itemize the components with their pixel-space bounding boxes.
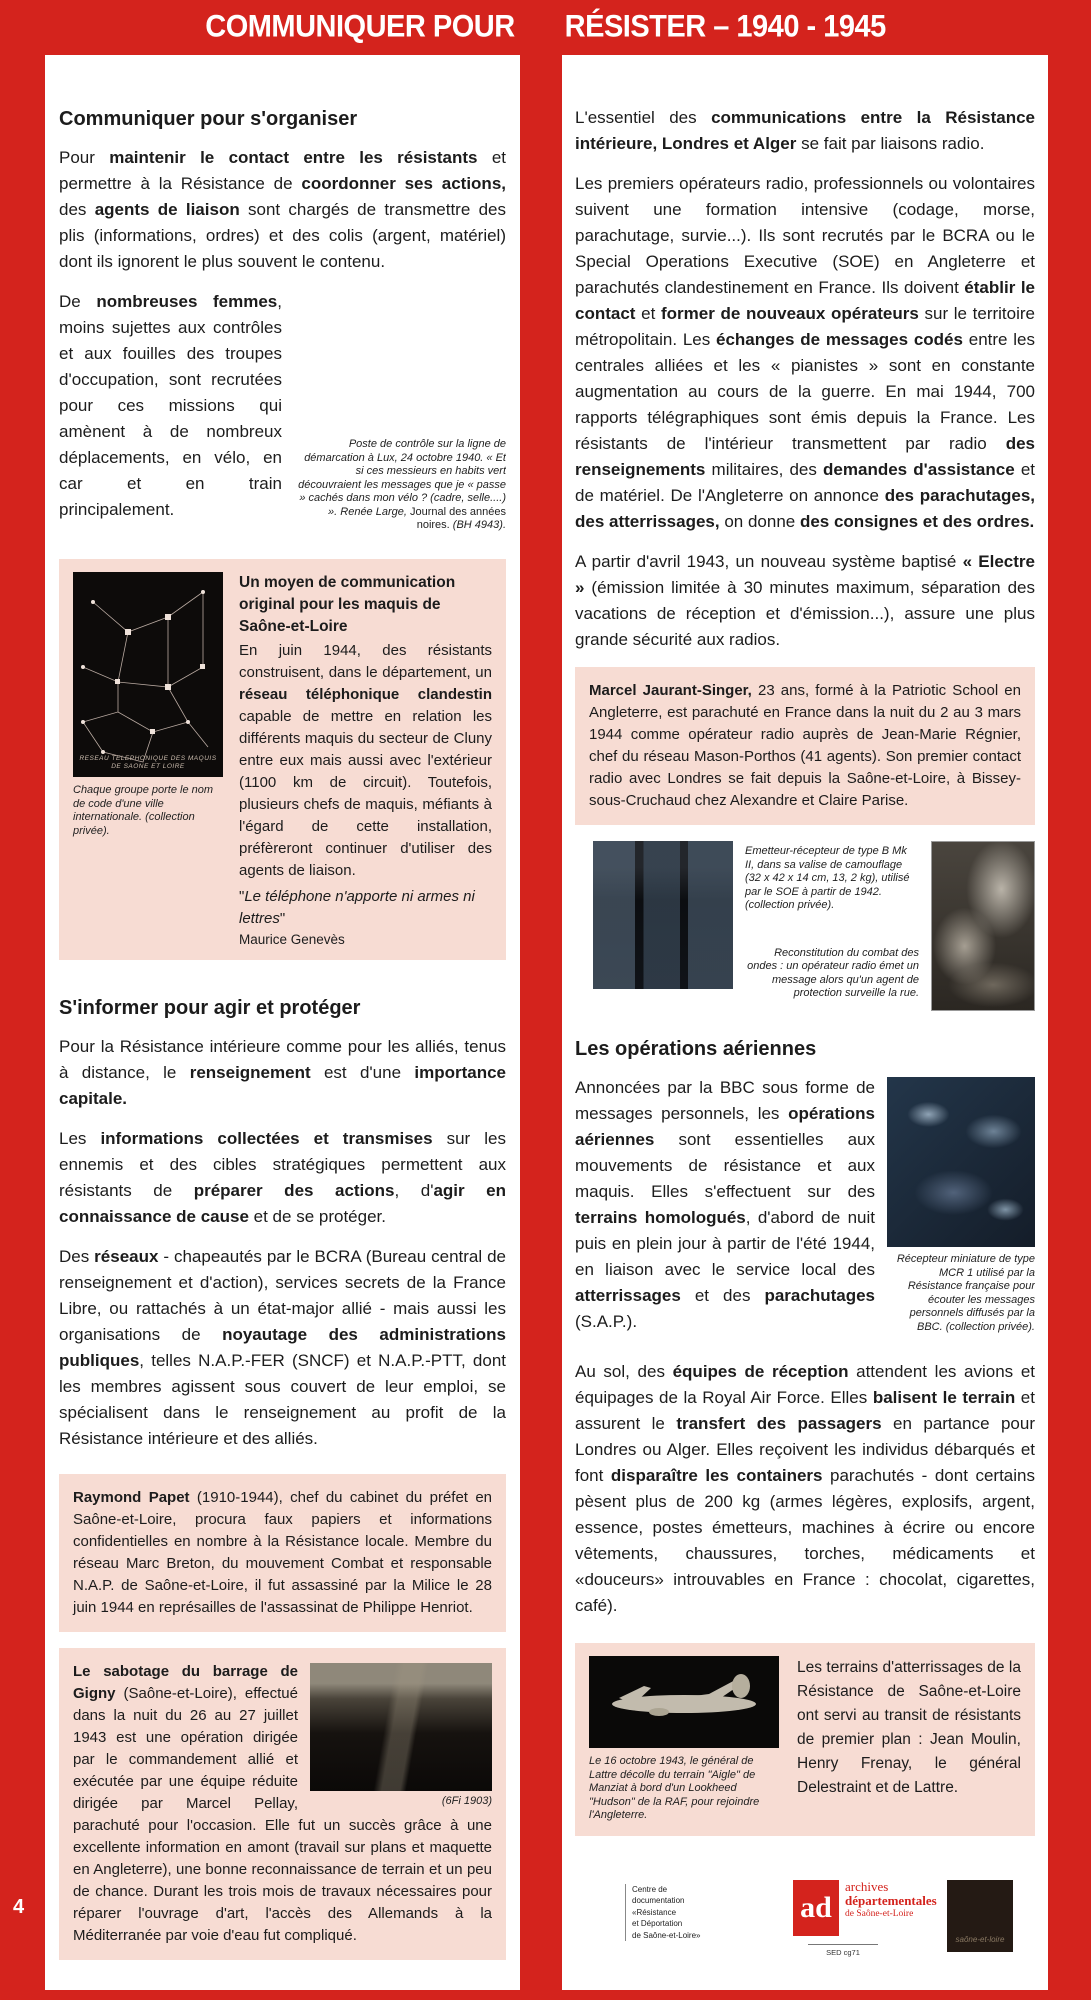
radio-captions	[745, 841, 919, 1011]
centre-doc-line: de Saône-et-Loire»	[632, 1930, 701, 1940]
sed-credit	[793, 1944, 893, 1957]
telephone-quote-author: Maurice Genevès	[239, 932, 345, 947]
title-left: COMMUNIQUER POUR	[205, 9, 515, 45]
section-heading-aeriennes: Les opérations aériennes	[575, 1038, 817, 1060]
paragraph-operations-aeriennes: Annoncées par la BBC sous forme de messages personnels, les opérations aériennes sont essentielles aux mouvements de résistance et aux maquis. Elles s'effectuent sur des terrains homologués, d'abord de nuit puis en plein jour à partir de l'été 1944, en liaison avec le service local des atterrissages et des parachutages (S.A.P.).	[575, 1078, 876, 1331]
section-heading-organiser: Communiquer pour s'organiser	[59, 108, 358, 130]
ad-logo-line1: archives	[845, 1878, 889, 1894]
left-column	[45, 55, 520, 1990]
network-map-lines	[73, 572, 223, 777]
ad-logo-text	[845, 1880, 937, 1920]
telephone-quote: "Le téléphone n'apporte ni armes ni lettres"	[239, 888, 475, 927]
centre-doc-line: et Déportation	[632, 1919, 683, 1928]
gigny-box	[59, 1648, 506, 1960]
telephone-network-box	[59, 559, 506, 960]
centre-doc-logo	[625, 1884, 701, 1942]
network-map-photo	[73, 572, 223, 777]
mcr-receiver-photo	[887, 1077, 1035, 1247]
title-band	[0, 0, 1091, 55]
centre-doc-line: documentation	[632, 1896, 685, 1905]
telephone-network-title: Un moyen de communication original pour les maquis de Saône-et-Loire	[239, 574, 456, 635]
hudson-plane-photo	[589, 1656, 779, 1748]
jaurant-singer-text: Marcel Jaurant-Singer, 23 ans, formé à la Patriotic School en Angleterre, est parachuté en France dans la nuit du 2 au 3 mars 1944 comme opérateur radio auprès de Jean-Marie Régnier, chef du réseau Mason-Porthos (41 agents). Son premier contact radio avec Londres se fait depuis la Saône-et-Loire, à Bissey-sous-Cruchaud chez Alexandre et Claire Parise.	[589, 682, 1021, 809]
network-map-caption: Chaque groupe porte le nom de code d'une ville internationale. (collection privée).	[73, 784, 214, 837]
gigny-text: Le sabotage du barrage de Gigny (Saône-et-Loire), effectué dans la nuit du 26 au 27 juillet 1943 est une opération dirigée par le commandement allié et exécutée par une équipe réduite dirigée par Marcel Pellay, parachuté pour l'occasion. Elle fut un succès grâce à une excellente information en amont (travail sur plans et maquette en Angleterre), une bonne reconnaissance de terrain et un peu de chance. Durant les trois mois de travaux nécessaires pour réparer l'ouvrage d'art, l'accès des Allemands à la Méditerranée par voie d'eau fut compliqué.	[73, 1663, 492, 1944]
paragraph-equipes-reception: Au sol, des équipes de réception attendent les avions et équipages de la Royal Air Force. Elles balisent le terrain et assurent le transfert des passagers en partance pour Londres ou Alger. Elles reçoivent les individus débarqués et font disparaître les containers parachutés - dont certains pèsent plus de 200 kg (armes légères, explosifs, argent, essence, postes émetteurs, machines à écrire ou encore vêtements, chaussures, torches, médicaments et «douceurs» introuvables en France : chocolat, cigarettes, café).	[575, 1362, 1036, 1615]
paragraph-liaison: Pour maintenir le contact entre les résistants et permettre à la Résistance de coordonner ses actions, des agents de liaison sont chargés de transmettre des plis (informations, ordres) et des colis (argent, matériel) dont ils ignorent le plus souvent le contenu.	[59, 148, 506, 271]
ad-logo-icon: ad	[793, 1880, 839, 1936]
saone-et-loire-logo-text: saône-et-loire	[955, 1934, 1005, 1944]
checkpoint-photo	[294, 293, 506, 433]
paragraph-liaisons-radio: L'essentiel des communications entre la Résistance intérieure, Londres et Alger se fait par liaisons radio.	[575, 108, 1035, 153]
telephone-network-text	[239, 572, 492, 947]
plane-figure	[589, 1656, 779, 1823]
paragraph-informations: Les informations collectées et transmises sur les ennemis et des cibles stratégiques permettent aux résistants de préparer des actions, d'agir en connaissance de cause et de se protéger.	[59, 1129, 506, 1226]
papet-text: Raymond Papet (1910-1944), chef du cabinet du préfet en Saône-et-Loire, procura faux papiers et informations confidentielles en nombre à la Résistance locale. Membre du réseau Marc Breton, du mouvement Combat et responsable N.A.P. de Saône-et-Loire, il fut assassiné par la Milice le 28 juin 1944 en représailles de l'assassinat de Philippe Henriot.	[73, 1489, 492, 1616]
right-column	[562, 55, 1048, 1990]
network-map-title: RESEAU TELEPHONIQUE DES MAQUIS DE SAONE ET LOIRE	[79, 755, 217, 770]
plane-silhouette	[589, 1656, 779, 1748]
plane-caption: Le 16 octobre 1943, le général de Lattre décolle du terrain "Aigle" de Manziat à bord d'un Lookheed "Hudson" de la RAF, pour rejoindre l'Angleterre.	[589, 1755, 760, 1821]
centre-doc-line: Centre de	[632, 1884, 668, 1894]
section-heading-informer: S'informer pour agir et protéger	[59, 997, 361, 1019]
mcr-figure	[887, 1077, 1035, 1334]
suitcase-caption: Emetteur-récepteur de type B Mk II, dans sa valise de camouflage (32 x 42 x 14 cm, 13, 2 kg), utilisé par le SOE à partir de 1942. (collection privée).	[745, 845, 910, 911]
ad-logo-line2: départementales	[845, 1892, 937, 1908]
saone-et-loire-logo	[947, 1880, 1013, 1952]
suitcase-transmitter-photo	[593, 841, 733, 989]
archives-departementales-logo	[793, 1880, 937, 1957]
jaurant-singer-box	[575, 667, 1035, 825]
telephone-network-body: En juin 1944, des résistants construisent, dans le département, un réseau téléphonique clandestin capable de mettre en relation les différents maquis du secteur de Cluny entre eux mais aussi avec l'extérieur (1100 km de circuit). Toutefois, plusieurs chefs de maquis, méfiants à l'égard de cette installation, préfèreront continuer d'utiliser des agents de liaison.	[239, 642, 492, 879]
radio-figures-row	[593, 841, 1035, 1011]
paragraph-operateurs: Les premiers opérateurs radio, professionnels ou volontaires suivent une formation intensive (codage, morse, parachutage, survie...). Ils sont recrutés par le BCRA ou le Special Operations Executive (SOE) en Angleterre et parachutés clandestinement en France. Ils doivent établir le contact et former de nouveaux opérateurs sur le territoire métropolitain. Les échanges de messages codés entre les centrales alliées et les « pianistes » sont en constante augmentation au cours de la guerre. En mai 1944, 700 rapports télégraphiques sont émis depuis la France. Les résistants de l'intérieur transmettent par radio des renseignements militaires, des demandes d'assistance et de matériel. De l'Angleterre on annonce des parachutages, des atterrissages, on donne des consignes et des ordres.	[575, 174, 1036, 531]
papet-box	[59, 1474, 506, 1632]
femmes-block	[59, 289, 506, 537]
terrains-box	[575, 1643, 1035, 1836]
gigny-photo-caption: (6Fi 1903)	[441, 1795, 492, 1807]
ad-logo-line3: de Saône-et-Loire	[845, 1908, 914, 1919]
paragraph-renseignement: Pour la Résistance intérieure comme pour les alliés, tenus à distance, le renseignement est d'une importance capitale.	[59, 1037, 506, 1108]
credit-divider	[808, 1944, 878, 1945]
radio-operator-photo	[931, 841, 1035, 1011]
title-right: RÉSISTER – 1940 - 1945	[564, 9, 886, 45]
mcr-caption: Récepteur miniature de type MCR 1 utilisé par la Résistance française pour écouter les messages personnels diffusés par la BBC. (collection privée).	[896, 1253, 1035, 1333]
air-ops-block	[575, 1075, 1035, 1349]
gigny-dam-photo	[310, 1663, 492, 1791]
checkpoint-figure	[294, 293, 506, 533]
operator-caption: Reconstitution du combat des ondes : un opérateur radio émet un message alors qu'un agent de protection surveille la rue.	[747, 946, 919, 999]
logos-footer	[575, 1880, 1035, 2000]
credit-text: SED cg71	[826, 1947, 860, 1957]
gigny-figure	[310, 1663, 492, 1809]
terrains-text: Les terrains d'atterrissages de la Résistance de Saône-et-Loire ont servi au transit de résistants de premier plan : Jean Moulin, Henry Frenay, le général Delestraint et de Lattre.	[797, 1659, 1021, 1796]
centre-doc-line: «Résistance	[632, 1907, 677, 1917]
paragraph-electre: A partir d'avril 1943, un nouveau système baptisé « Electre » (émission limitée à 30 minutes maximum, séparation des vacations de réception et d'émission...), assure une plus grande sécurité aux radios.	[575, 552, 1035, 649]
page-number: 4	[13, 1896, 25, 1918]
checkpoint-caption: Poste de contrôle sur la ligne de démarcation à Lux, 24 octobre 1940. « Et si ces messieurs en habits vert découvraient les messages que je « passe » cachés dans mon vélo ? (cadre, selle....) ». Renée Large, Journal des années noires. (BH 4943).	[298, 438, 506, 531]
network-map-figure	[73, 572, 223, 947]
paragraph-reseaux: Des réseaux - chapeautés par le BCRA (Bureau central de renseignement et d'action), services secrets de la France Libre, ou rattachés à un état-major allié - mais aussi les organisations de noyautage des administrations publiques, telles N.A.P.-FER (SNCF) et N.A.P.-PTT, dont les membres agissent sous couvert de leur emploi, se spécialisent dans le renseignement au profit de la Résistance intérieure et des alliés.	[59, 1247, 506, 1448]
paragraph-femmes: De nombreuses femmes, moins sujettes aux contrôles et aux fouilles des troupes d'occupation, sont recrutées pour ces missions qui amènent à de nombreux déplacements, en vélo, en car et en train principalement.	[59, 292, 282, 519]
